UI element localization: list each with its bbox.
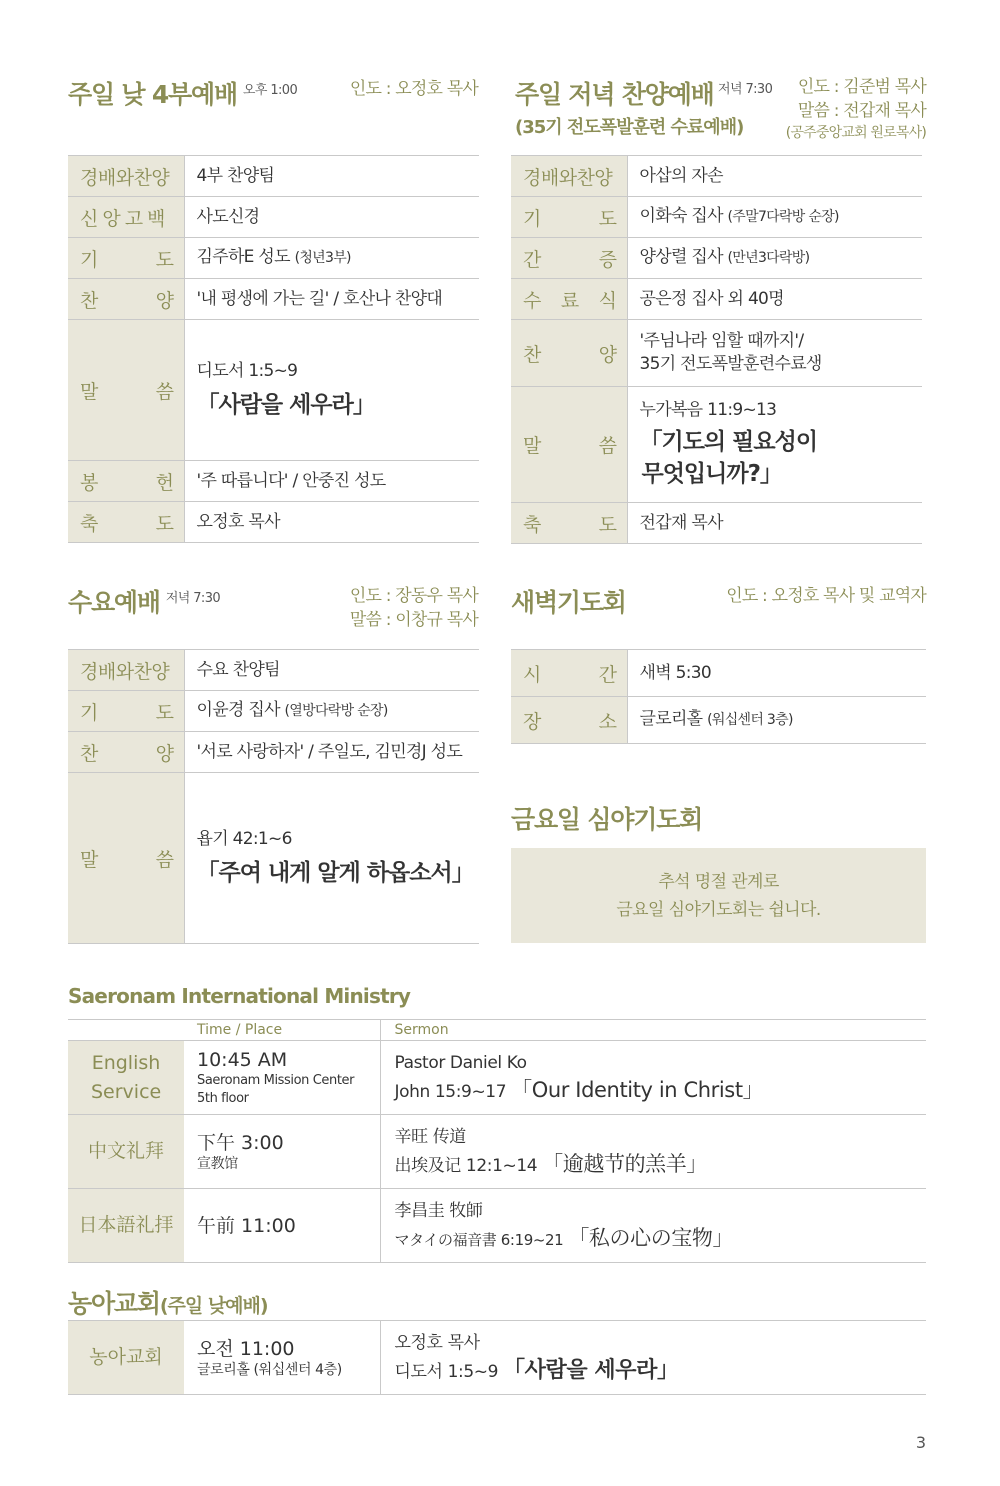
sunday-evening-header bbox=[515, 75, 743, 139]
row-value: 김주하E 성도 (청년3부) bbox=[184, 238, 479, 279]
deaf-time-place: 오전 11:00 글로리홀 (워십센터 4층) bbox=[184, 1321, 380, 1395]
dawn-leader: 인도 : 오정호 목사 및 교역자 bbox=[726, 586, 926, 606]
row-label: 경배와찬양 bbox=[511, 156, 627, 197]
header-sermon: Sermon bbox=[380, 1020, 926, 1041]
row-label: 찬 양 bbox=[511, 320, 627, 387]
section-title: 주일 낮 4부예배 bbox=[68, 80, 237, 109]
wednesday-leaders: 인도 : 장동우 목사 말씀 : 이창규 목사 bbox=[349, 586, 478, 630]
deaf-label: 농아교회 bbox=[68, 1321, 184, 1395]
row-label: 찬 양 bbox=[68, 732, 184, 773]
service-label-english: English Service bbox=[68, 1041, 184, 1115]
section-title: 농아교회 bbox=[68, 1289, 160, 1318]
row-label: 시 간 bbox=[511, 650, 627, 697]
sermon-cell: 욥기 42:1~6 「주여 내게 알게 하옵소서」 bbox=[184, 773, 479, 944]
friday-notice-line2: 금요일 심야기도회는 쉽니다. bbox=[616, 899, 821, 920]
sunday-evening-leaders: 인도 : 김준범 목사 말씀 : 전갑재 목사 (공주중앙교회 원로목사) bbox=[785, 77, 926, 141]
row-value: 이윤경 집사 (열방다락방 순장) bbox=[184, 691, 479, 732]
section-title: 수요예배 bbox=[68, 588, 160, 617]
friday-title: 금요일 심야기도회 bbox=[511, 805, 703, 834]
service-label-chinese: 中文礼拜 bbox=[68, 1115, 184, 1189]
section-title: 새벽기도회 bbox=[511, 588, 626, 617]
wednesday-table bbox=[68, 649, 479, 944]
row-value: 글로리홀 (워십센터 3층) bbox=[627, 697, 926, 744]
row-label: 간 증 bbox=[511, 238, 627, 279]
section-title: 주일 저녁 찬양예배 bbox=[515, 80, 714, 109]
row-label: 경배와찬양 bbox=[68, 650, 184, 691]
row-value: 전갑재 목사 bbox=[627, 503, 922, 544]
dawn-header bbox=[511, 583, 626, 619]
row-value: 양상렬 집사 (만년3다락방) bbox=[627, 238, 922, 279]
row-label: 기 도 bbox=[511, 197, 627, 238]
service-sermon: 李昌圭 牧師 マタイの福音書 6:19~21 「私の心の宝物」 bbox=[380, 1189, 926, 1263]
row-label: 기 도 bbox=[68, 691, 184, 732]
sunday-evening-time: 저녁 7:30 bbox=[718, 82, 773, 97]
section-subtitle: (35기 전도폭발훈련 수료예배) bbox=[515, 117, 744, 138]
row-value: 이화숙 집사 (주말7다락방 순장) bbox=[627, 197, 922, 238]
row-value: '서로 사랑하자' / 주일도, 김민경J 성도 bbox=[184, 732, 479, 773]
deaf-table bbox=[68, 1320, 926, 1395]
row-label: 수 료 식 bbox=[511, 279, 627, 320]
row-label: 축 도 bbox=[511, 503, 627, 544]
friday-notice-line1: 추석 명절 관계로 bbox=[658, 871, 779, 892]
row-label: 경배와찬양 bbox=[68, 156, 184, 197]
row-label: 장 소 bbox=[511, 697, 627, 744]
sermon-title: 「사람을 세우라」 bbox=[196, 391, 375, 418]
sermon-cell: 누가복음 11:9~13 「기도의 필요성이 무엇입니까?」 bbox=[627, 387, 922, 503]
sermon-cell: 디도서 1:5~9 「사람을 세우라」 bbox=[184, 320, 479, 461]
sunday-4th-leader: 인도 : 오정호 목사 bbox=[349, 79, 478, 99]
row-label: 말 씀 bbox=[511, 387, 627, 503]
sunday-4th-table bbox=[68, 155, 479, 543]
row-value: 오정호 목사 bbox=[184, 502, 479, 543]
row-value: 4부 찬양팀 bbox=[184, 156, 479, 197]
deaf-sermon: 오정호 목사 디도서 1:5~9 「사람을 세우라」 bbox=[380, 1321, 926, 1395]
row-value: '주 따릅니다' / 안중진 성도 bbox=[184, 461, 479, 502]
deaf-header bbox=[68, 1284, 268, 1320]
row-value: 아삽의 자손 bbox=[627, 156, 922, 197]
international-table bbox=[68, 1019, 926, 1263]
service-time-place: 10:45 AM Saeronam Mission Center 5th floor bbox=[184, 1041, 380, 1115]
service-time: 저녁 7:30 bbox=[165, 591, 221, 606]
row-value: 사도신경 bbox=[184, 197, 479, 238]
sunday-4th-header bbox=[68, 75, 297, 111]
sunday-evening-table bbox=[511, 155, 922, 544]
row-value: 수요 찬양팀 bbox=[184, 650, 479, 691]
sermon-title: 「기도의 필요성이 무엇입니까?」 bbox=[639, 429, 818, 487]
international-title: Saeronam International Ministry bbox=[68, 984, 411, 1008]
row-value: 공은정 집사 외 40명 bbox=[627, 279, 922, 320]
row-label: 봉 헌 bbox=[68, 461, 184, 502]
row-value: '주님나라 임할 때까지'/ 35기 전도폭발훈련수료생 bbox=[627, 320, 922, 387]
service-sermon: Pastor Daniel Ko John 15:9~17 「Our Identity in Christ」 bbox=[380, 1041, 926, 1115]
row-label: 신앙고백 bbox=[68, 197, 184, 238]
wednesday-header bbox=[68, 583, 220, 619]
row-label: 말 씀 bbox=[68, 773, 184, 944]
service-time: 오후 1:00 bbox=[242, 83, 298, 98]
row-label: 축 도 bbox=[68, 502, 184, 543]
service-sermon: 辛旺 传道 出埃及记 12:1~14 「逾越节的羔羊」 bbox=[380, 1115, 926, 1189]
service-time-place: 下午 3:00 宣教馆 bbox=[184, 1115, 380, 1189]
header-time-place: Time / Place bbox=[184, 1020, 380, 1041]
row-label: 말 씀 bbox=[68, 320, 184, 461]
row-label: 기 도 bbox=[68, 238, 184, 279]
friday-notice-box bbox=[511, 848, 926, 943]
row-value: 새벽 5:30 bbox=[627, 650, 926, 697]
service-label-japanese: 日本語礼拝 bbox=[68, 1189, 184, 1263]
page-number: 3 bbox=[915, 1433, 926, 1452]
sermon-title: 「주여 내게 알게 하옵소서」 bbox=[196, 859, 474, 886]
dawn-table bbox=[511, 649, 926, 744]
service-time-place: 午前 11:00 bbox=[184, 1189, 380, 1263]
row-label: 찬 양 bbox=[68, 279, 184, 320]
section-title-note: (주일 낮예배) bbox=[159, 1295, 268, 1317]
row-value: '내 평생에 가는 길' / 호산나 찬양대 bbox=[184, 279, 479, 320]
